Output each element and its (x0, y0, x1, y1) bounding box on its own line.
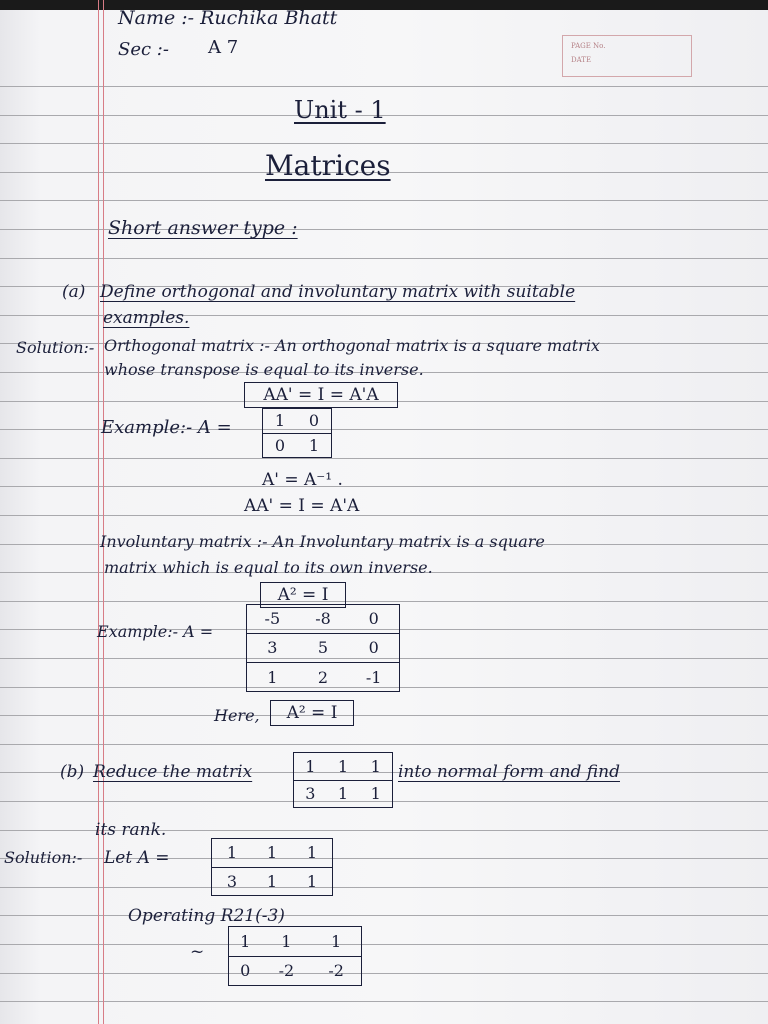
matrix-cell: 1 (305, 756, 316, 776)
matrix-cell: 1 (292, 867, 332, 895)
page-date-stamp (562, 35, 692, 77)
matrix-cell: 1 (337, 756, 349, 776)
matrix-cell: -2 (262, 956, 312, 985)
solution-a-label: Solution:- (16, 338, 95, 357)
example2-matrix (246, 604, 400, 692)
ruled-line (0, 887, 768, 888)
matrix-cell: 0 (308, 411, 320, 431)
example1-label: Example:- A = (101, 417, 232, 438)
ruled-line (0, 944, 768, 945)
matrix-cell: -1 (348, 663, 399, 691)
matrix-cell: -2 (311, 956, 361, 985)
involuntary-formula-box: A² = I (260, 582, 346, 608)
matrix-cell: 3 (212, 867, 252, 895)
top-edge (0, 0, 768, 10)
student-name: Name :- Ruchika Bhatt (118, 7, 338, 29)
question-a-line1: Define orthogonal and involuntary matrix with suitable (100, 282, 576, 302)
matrix-cell: 1 (252, 867, 292, 895)
ruled-line (0, 86, 768, 87)
ruled-line (0, 486, 768, 487)
matrix-cell: 1 (226, 843, 238, 863)
matrix-cell: 3 (294, 780, 327, 807)
here-formula-box: A² = I (270, 700, 354, 726)
section-label: Sec :- (118, 39, 169, 60)
question-a-line2: examples. (103, 308, 190, 328)
unit-heading: Unit - 1 (294, 96, 386, 124)
solution-b-label: Solution:- (4, 848, 83, 867)
here-label: Here, (214, 706, 260, 725)
matrix-cell: 0 (263, 433, 297, 457)
ruled-line (0, 200, 768, 201)
ruled-line (0, 515, 768, 516)
matrix-cell: 1 (281, 931, 292, 951)
question-b-line1b: into normal form and find (398, 762, 620, 782)
ruled-line (0, 973, 768, 974)
involuntary-line1: Involuntary matrix :- An Involuntary matrix is a square (100, 532, 545, 551)
result-matrix (228, 926, 362, 986)
orthogonal-line2: whose transpose is equal to its inverse. (104, 360, 424, 379)
step-identity: AA' = I = A'A (244, 496, 360, 516)
matrix-cell: 3 (247, 633, 298, 662)
stamp-date: DATE (571, 56, 592, 64)
matrix-cell: 1 (327, 780, 360, 807)
section-heading: Short answer type : (108, 217, 298, 239)
example1-matrix (262, 408, 332, 458)
ruled-line (0, 715, 768, 716)
matrix-cell: 1 (247, 663, 298, 691)
question-b-line2: its rank. (95, 820, 167, 840)
ruled-line (0, 744, 768, 745)
step-transpose: A' = A⁻¹ . (262, 470, 343, 490)
margin-line-right (103, 0, 104, 1024)
example2-label: Example:- A = (97, 622, 214, 641)
margin-line-left (98, 0, 99, 1024)
matrix-cell: 0 (229, 956, 262, 985)
ruled-line (0, 601, 768, 602)
matrix-cell: 0 (348, 633, 399, 662)
let-matrix (211, 838, 333, 896)
question-a-number: (a) (62, 282, 86, 302)
ruled-line (0, 258, 768, 259)
matrix-cell: 1 (331, 931, 342, 951)
ruled-line (0, 143, 768, 144)
matrix-cell: 5 (298, 633, 349, 662)
matrix-cell: -5 (264, 609, 281, 629)
section-value: A 7 (208, 37, 239, 58)
stamp-page-no: PAGE No. (571, 42, 606, 50)
operating-label: Operating R21(-3) (128, 906, 285, 926)
matrix-cell: 0 (368, 609, 379, 629)
topic-heading: Matrices (265, 149, 391, 182)
matrix-cell: 1 (359, 780, 392, 807)
matrix-cell: 1 (306, 843, 318, 863)
matrix-cell: 1 (266, 843, 278, 863)
matrix-cell: 1 (240, 931, 251, 951)
question-b-line1a: Reduce the matrix (93, 762, 253, 782)
orthogonal-line1: Orthogonal matrix :- An orthogonal matrix is a square matrix (104, 336, 600, 355)
let-label: Let A = (104, 848, 170, 868)
question-b-matrix (293, 752, 393, 808)
orthogonal-formula-box: AA' = I = A'A (244, 382, 398, 408)
matrix-cell: 1 (297, 433, 331, 457)
equivalence-sign: ~ (190, 942, 205, 962)
matrix-cell: 2 (298, 663, 349, 691)
ruled-line (0, 915, 768, 916)
matrix-cell: 1 (370, 756, 381, 776)
ruled-line (0, 1001, 768, 1002)
matrix-cell: 1 (274, 411, 286, 431)
question-b-number: (b) (60, 762, 85, 782)
ruled-line (0, 458, 768, 459)
matrix-cell: -8 (315, 609, 331, 629)
involuntary-line2: matrix which is equal to its own inverse. (104, 558, 433, 577)
